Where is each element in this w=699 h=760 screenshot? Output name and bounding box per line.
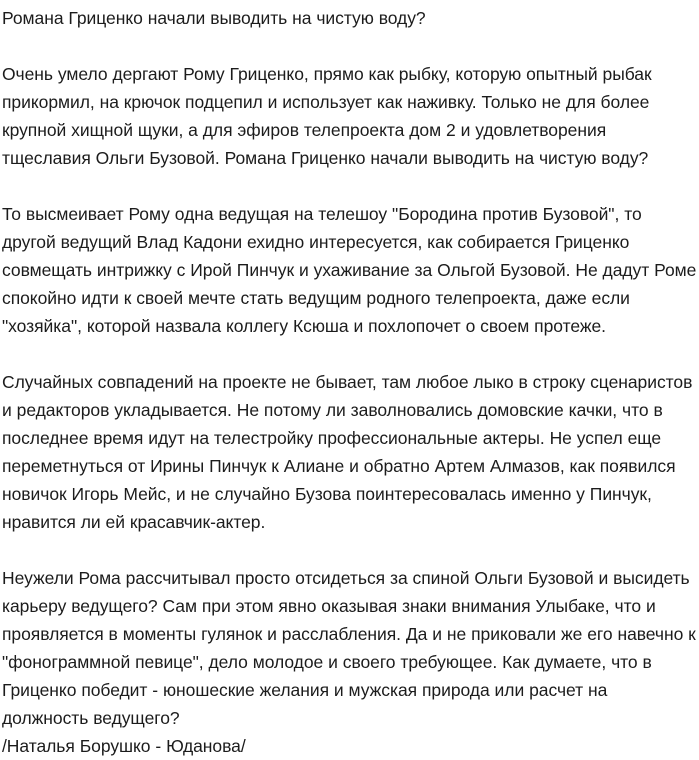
article-paragraph-3: Неужели Рома рассчитывал просто отсидеться за спиной Ольги Бузовой и высидеть карьеру ведущего? Сам при этом явно оказывая знаки внимания Улыбаке, что и проявляется в моменты гулянок и расслабления. Да и не приковали же его навечно к "фонограммной певице", дело молодое и своего требующее. Как думаете, что в Гриценко победит - юношеские желания и мужская природа или расчет на должность ведущего? bbox=[2, 568, 696, 728]
article-headline: Романа Гриценко начали выводить на чистую воду? bbox=[2, 8, 426, 28]
article-paragraph-lead: Очень умело дергают Рому Гриценко, прямо как рыбку, которую опытный рыбак прикормил, на крючок подцепил и использует как наживку. Только не для более крупной хищной щуки, а для эфиров телепроекта дом 2 и удовлетворения тщеславия Ольги Бузовой. Романа Гриценко начали выводить на чистую воду? bbox=[2, 64, 652, 168]
article-paragraph-1: То высмеивает Рому одна ведущая на телешоу "Бородина против Бузовой", то другой ведущий Влад Кадони ехидно интересуется, как собирается Гриценко совмещать интрижку с Ирой Пинчук и ухаживание за Ольгой Бузовой. Не дадут Роме спокойно идти к своей мечте стать ведущим родного телепроекта, даже если "хозяйка", которой назвала коллегу Ксюша и похлопочет о своем протеже. bbox=[2, 204, 697, 336]
article-author-signature: /Наталья Борушко - Юданова/ bbox=[2, 736, 246, 756]
article-paragraph-2: Случайных совпадений на проекте не бывает, там любое лыко в строку сценаристов и редакторов укладывается. Не потому ли заволновались домовские качки, что в последнее время идут на телестройку профессиональные актеры. Не успел еще переметнуться от Ирины Пинчук к Алиане и обратно Артем Алмазов, как появился новичок Игорь Мейс, и не случайно Бузова поинтересовалась именно у Пинчук, нравится ли ей красавчик-актер. bbox=[2, 372, 693, 532]
